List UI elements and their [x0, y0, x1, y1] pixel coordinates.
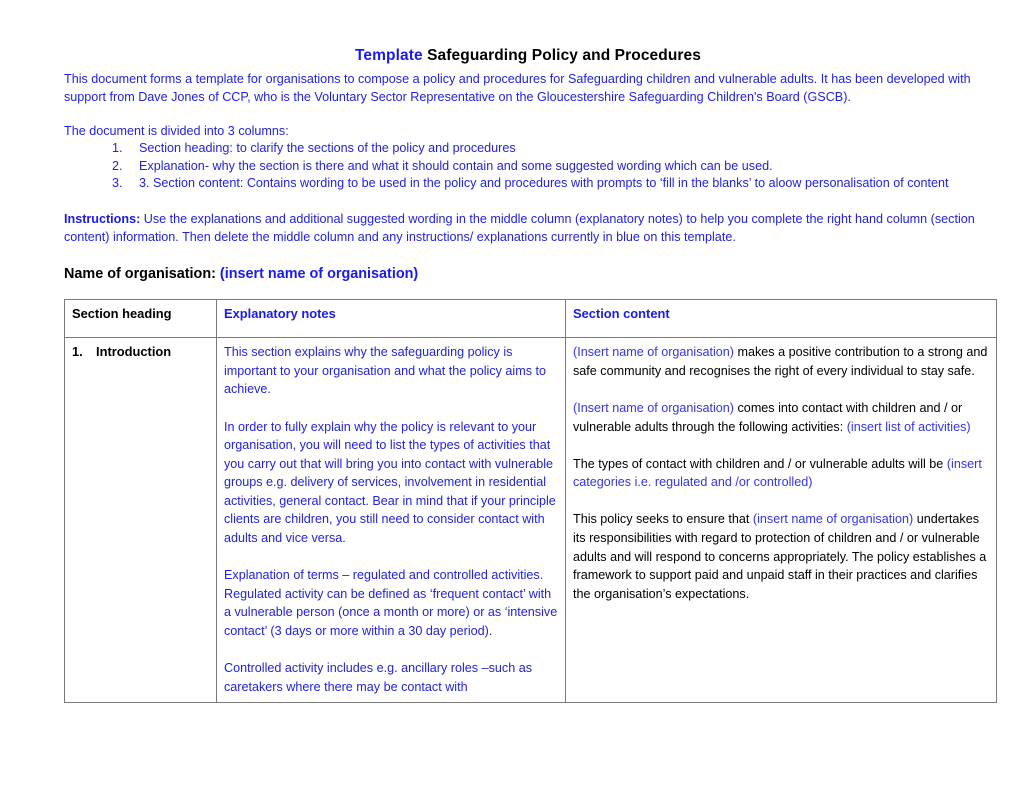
- intro-paragraph: This document forms a template for organisations to compose a policy and procedures for Safeguarding children and vulnerable adults. It has been developed with support from Dave Jones of CCP, who is the Voluntary Sector Representative on the Gloucestershire Safeguarding Children's Board (GSCB).: [64, 72, 971, 104]
- instructions-label: Instructions:: [64, 211, 141, 226]
- cell-section-heading: [65, 338, 217, 703]
- page-title: [64, 46, 992, 65]
- content-paragraph: [573, 510, 990, 603]
- content-paragraph: [573, 455, 990, 492]
- note-paragraph: Explanation of terms – regulated and controlled activities.: [224, 568, 544, 583]
- instructions-text: Use the explanations and additional suggested wording in the middle column (explanatory notes) to help you complete the right hand column (section content) information. Then delete the middle column and any instructions/ explanations currently in blue on this template.: [64, 211, 975, 244]
- placeholder-organisation-name: (Insert name of organisation): [573, 345, 735, 360]
- cell-explanatory-notes: [217, 338, 566, 703]
- organisation-label: Name of organisation:: [64, 266, 216, 283]
- page-title-rest: Safeguarding Policy and Procedures: [422, 47, 701, 64]
- organisation-name-line: [64, 264, 992, 284]
- section-number: 1.: [72, 344, 83, 360]
- spacer: [64, 193, 992, 211]
- content-paragraph: [573, 343, 990, 380]
- list-item: Explanation- why the section is there and what it should contain and some suggested wording which can be used.: [139, 158, 773, 173]
- spacer: [64, 107, 992, 123]
- content-text: comes into contact with children and / or vulnerable adults through the following activities:: [573, 400, 963, 434]
- note-paragraph: In order to fully explain why the policy is relevant to your organisation, you will need to list the types of activities that you carry out that will bring you into contact with vulnerable groups e.g. delivery of services, involvement in residential activities, general contact. Bear in mind that if your principle clients are children, you still need to consider contact with adults and vice versa.: [224, 419, 556, 546]
- column-header-explanatory-notes: Explanatory notes: [217, 300, 566, 338]
- page-title-highlight: Template: [355, 47, 423, 64]
- note-paragraph: This section explains why the safeguarding policy is important to your organisation and what the policy aims to achieve.: [224, 345, 547, 397]
- content-text: This policy seeks to ensure that: [573, 512, 753, 527]
- table-header-row: [65, 300, 997, 338]
- columns-intro-text: The document is divided into 3 columns:: [64, 123, 289, 138]
- note-paragraph: Regulated activity can be defined as ‘frequent contact’ with a vulnerable person (once a month or more) or as ‘intensive contact’ (3 days or more within a 30 day period).: [224, 586, 558, 639]
- content-text: makes a positive contribution to a strong and safe community and recognises the right of every individual to stay safe.: [573, 345, 988, 378]
- columns-list: [64, 140, 992, 193]
- content-paragraph: [573, 399, 990, 436]
- content-text: The types of contact with children and / or vulnerable adults will be: [573, 456, 947, 471]
- list-item: 3. Section content: Contains wording to be used in the policy and procedures with prompts to ‘fill in the blanks’ to aloow personalisation of content: [139, 176, 949, 191]
- content-text: undertakes its responsibilities with regard to protection of children and / or vulnerable adults and will respond to concerns appropriately. The policy establishes a framework to support paid and unpaid staff in their practices and clarifies the organisation’s expectations.: [573, 512, 987, 601]
- spacer: [64, 246, 992, 264]
- placeholder-list-of-activities: (insert list of activities): [846, 419, 971, 434]
- table-row: [65, 338, 997, 703]
- placeholder-organisation-name: (Insert name of organisation): [573, 400, 735, 415]
- placeholder-organisation-name: (insert name of organisation): [752, 512, 914, 527]
- section-heading-label: Introduction: [96, 344, 172, 360]
- organisation-value: (insert name of organisation): [219, 266, 419, 283]
- note-paragraph: Controlled activity includes e.g. ancillary roles –such as caretakers where there may be contact with: [224, 661, 532, 694]
- list-item: Section heading: to clarify the sections of the policy and procedures: [139, 141, 516, 156]
- cell-section-content: [566, 338, 997, 703]
- column-header-section-heading: Section heading: [65, 300, 217, 338]
- instructions-paragraph: [64, 211, 992, 246]
- placeholder-categories: (insert categories i.e. regulated and /or controlled): [573, 456, 982, 490]
- policy-table: [64, 299, 997, 703]
- column-header-section-content: Section content: [566, 300, 997, 338]
